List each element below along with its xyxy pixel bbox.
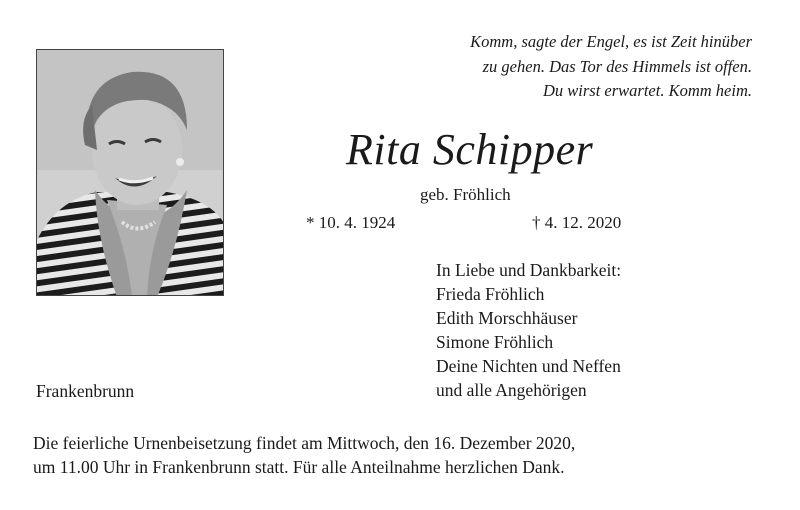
verse-line: Komm, sagte der Engel, es ist Zeit hinüber	[470, 32, 752, 51]
ceremony-line: um 11.00 Uhr in Frankenbrunn statt. Für alle Anteilnahme herzlichen Dank.	[33, 457, 565, 477]
verse-line: zu gehen. Das Tor des Himmels ist offen.	[482, 56, 752, 76]
birth-date: * 10. 4. 1924	[306, 213, 396, 232]
mourner-name: Simone Fröhlich	[436, 332, 554, 352]
place-name: Frankenbrunn	[36, 381, 135, 401]
ceremony-notice	[33, 431, 773, 479]
verse-line: Du wirst erwartet. Komm heim.	[542, 81, 752, 100]
mourners-intro: In Liebe und Dankbarkeit:	[436, 260, 622, 280]
mourners-list	[436, 258, 621, 402]
portrait-image	[37, 50, 224, 296]
mourner-name: Edith Morschhäuser	[436, 308, 578, 328]
deceased-name: Rita Schipper	[346, 125, 594, 174]
portrait-photo	[36, 49, 224, 296]
verse	[392, 30, 752, 104]
mourner-name: und alle Angehörigen	[436, 380, 587, 400]
maiden-name: geb. Fröhlich	[420, 185, 511, 204]
death-date: † 4. 12. 2020	[532, 213, 622, 232]
ceremony-line: Die feierliche Urnenbeisetzung findet am Mittwoch, den 16. Dezember 2020,	[33, 433, 576, 453]
mourner-name: Deine Nichten und Neffen	[436, 356, 621, 376]
mourner-name: Frieda Fröhlich	[436, 284, 545, 304]
